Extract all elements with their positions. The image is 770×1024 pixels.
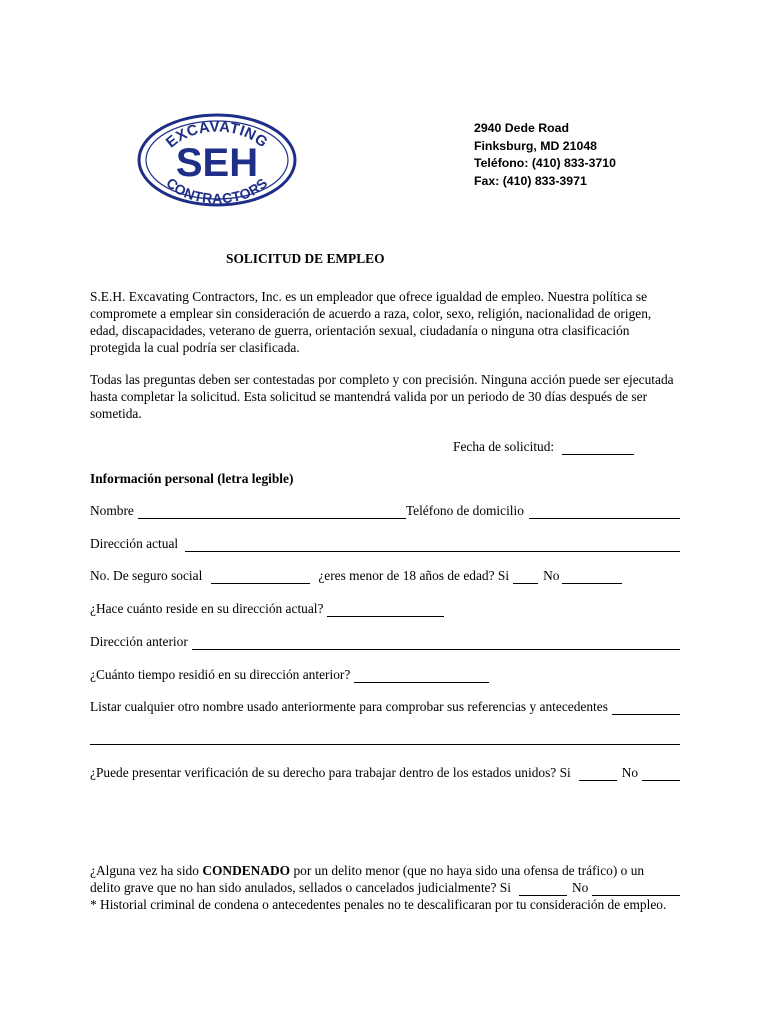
time-previous-address-row [90, 666, 680, 683]
application-date-input[interactable] [562, 442, 634, 455]
time-current-address-row [90, 600, 680, 617]
eeo-statement: S.E.H. Excavating Contractors, Inc. es un empleador que ofrece igualdad de empleo. Nuestra política se compromete a emplear sin consideración de acuerdo a raza, color, sexo, religión, nacionalidad de origen, edad, discapacidades, veterano de guerra, orientación sexual, ciudadanía o ninguna otra clasificación protegida la cual podría ser clasificada. [90, 289, 652, 355]
time-current-address-input[interactable] [327, 604, 444, 617]
conviction-question [90, 862, 680, 913]
company-logo [136, 112, 298, 208]
other-names-continuation-line[interactable] [90, 744, 680, 745]
conviction-no-input[interactable] [592, 883, 680, 896]
application-date-label: Fecha de solicitud: [453, 439, 555, 454]
ssn-label: No. De seguro social [90, 568, 203, 583]
conviction-yes-input[interactable] [519, 883, 567, 896]
address-street: 2940 Dede Road [474, 121, 570, 135]
time-previous-address-input[interactable] [354, 670, 489, 683]
logo-center-text: SEH [175, 141, 259, 185]
ssn-input[interactable] [211, 571, 310, 584]
home-phone-input[interactable] [529, 506, 680, 519]
home-phone-label: Teléfono de domicilio [405, 503, 524, 518]
company-address [474, 120, 616, 190]
other-names-input[interactable] [612, 702, 680, 715]
conviction-no-label: No [571, 880, 589, 895]
previous-address-label: Dirección anterior [90, 634, 188, 649]
seh-logo-graphic [136, 112, 298, 208]
page-title: SOLICITUD DE EMPLEO [226, 251, 385, 266]
conviction-text-part1: ¿Alguna vez ha sido [90, 863, 203, 878]
conviction-note: * Historial criminal de condena o antecedentes penales no te descalificaran por tu consideración de empleo. [90, 897, 667, 912]
address-fax: Fax: (410) 833-3971 [474, 173, 587, 188]
instructions-paragraph: Todas las preguntas deben ser contestadas por completo y con precisión. Ninguna acción puede ser ejecutada hasta completar la solicitud. Esta solicitud se mantendrá valida por un periodo de 30 días después de ser sometida. [90, 372, 674, 421]
address-city: Finksburg, MD 21048 [474, 138, 598, 153]
conviction-text-line2: delito grave que no han sido anulados, sellados o cancelados judicialmente? Si [90, 880, 511, 895]
work-authorization-row [90, 764, 680, 781]
work-authorization-yes-input[interactable] [579, 768, 617, 781]
work-authorization-no-input[interactable] [642, 768, 680, 781]
other-names-row [90, 698, 680, 715]
conviction-emphasis: CONDENADO [202, 863, 291, 878]
current-address-input[interactable] [185, 539, 680, 552]
ssn-age-row [90, 567, 680, 584]
under18-label: ¿eres menor de 18 años de edad? Si [318, 568, 510, 583]
under18-no-input[interactable] [562, 571, 622, 584]
logo-top-text: EXCAVATING [162, 118, 272, 152]
under18-yes-input[interactable] [513, 571, 538, 584]
name-phone-row [90, 502, 680, 519]
logo-bottom-text: CONTRACTORS [163, 174, 271, 207]
current-address-label: Dirección actual [90, 536, 179, 551]
name-label: Nombre [90, 503, 134, 518]
previous-address-input[interactable] [192, 637, 680, 650]
name-input[interactable] [138, 506, 406, 519]
work-authorization-label: ¿Puede presentar verificación de su derecho para trabajar dentro de los estados unidos? Si [90, 765, 571, 780]
current-address-row [90, 535, 680, 552]
section-heading-personal-info: Información personal (letra legible) [90, 471, 294, 486]
conviction-text-part2: por un delito menor (que no haya sido una ofensa de tráfico) o un [290, 863, 645, 878]
work-authorization-no-label: No [621, 765, 639, 780]
application-date-row [453, 438, 634, 455]
previous-address-row [90, 633, 680, 650]
other-names-label: Listar cualquier otro nombre usado anteriormente para comprobar sus referencias y antecedentes [90, 699, 608, 714]
address-phone: Teléfono: (410) 833-3710 [474, 156, 616, 170]
time-current-address-label: ¿Hace cuánto reside en su dirección actual? [90, 601, 324, 616]
time-previous-address-label: ¿Cuánto tiempo residió en su dirección anterior? [90, 667, 351, 682]
under18-no-label: No [543, 568, 560, 583]
